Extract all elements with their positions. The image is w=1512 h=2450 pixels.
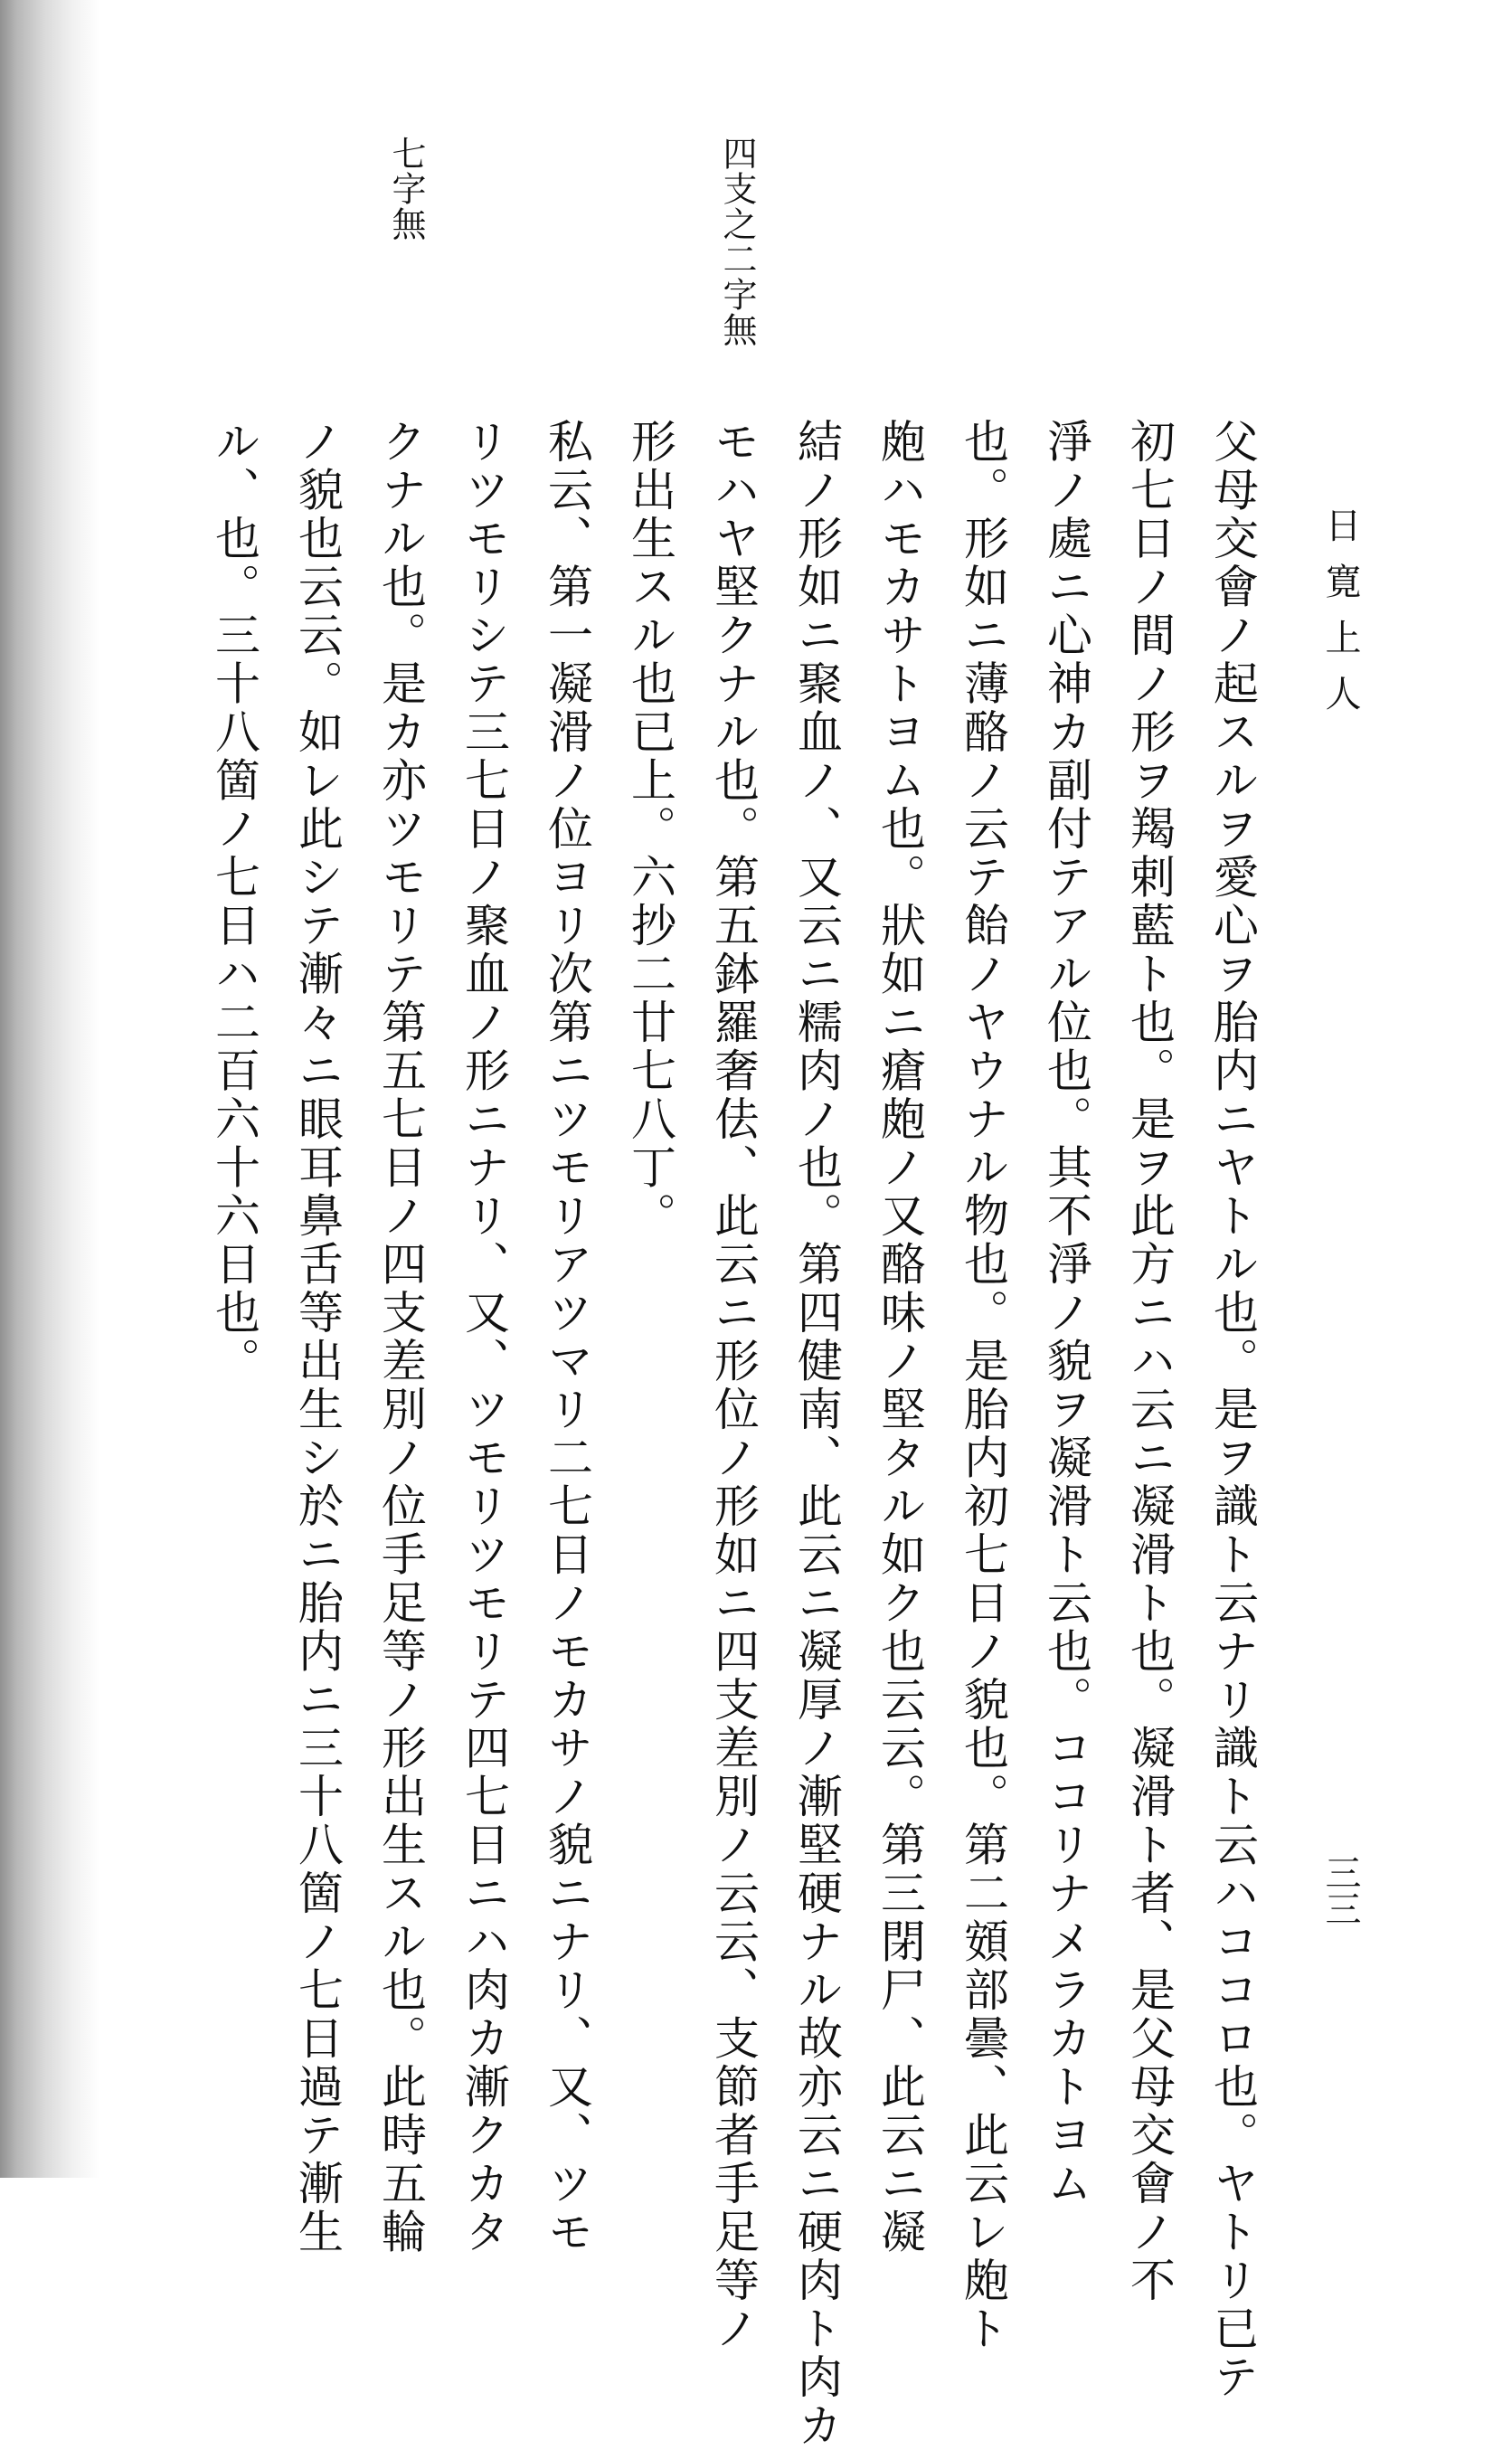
text-line: 形出生スル也已上。六抄二廿七八丁。 — [624, 418, 676, 1241]
text-line: 淨ノ處ニ心神カ副付テアル位也。其不淨ノ貌ヲ凝滑ト云也。ココリナメラカトヨム — [1040, 418, 1092, 2209]
running-header: 日寛上人 — [1319, 506, 1361, 731]
text-line: 皰ハモカサトヨム也。狀如ニ瘡皰ノ又酪味ノ堅タル如ク也云云。第三閉尸、此云ニ凝 — [874, 418, 926, 2256]
page-gutter-shadow — [0, 0, 99, 2178]
text-line: ノ貌也云云。如レ此シテ漸々ニ眼耳鼻舌等出生シ於ニ胎内ニ三十八箇ノ七日過テ漸生 — [291, 418, 344, 2256]
text-line: 初七日ノ間ノ形ヲ羯剌藍ト也。是ヲ此方ニハ云ニ凝滑ト也。凝滑ト者、是父母交會ノ不 — [1123, 418, 1176, 2305]
text-line: リツモリシテ三七日ノ聚血ノ形ニナリ、又、ツモリツモリテ四七日ニハ肉カ漸クカタ — [458, 418, 510, 2256]
margin-note: 七字無 — [386, 136, 426, 241]
text-line: クナル也。是カ亦ツモリテ第五七日ノ四支差別ノ位手足等ノ形出生スル也。此時五輪 — [374, 418, 427, 2256]
text-line: ル、也。三十八箇ノ七日ハ二百六十六日也。 — [208, 418, 260, 1386]
text-line: 也。形如ニ薄酪ノ云テ飴ノヤウナル物也。是胎内初七日ノ貌也。第二頞部曇、此云レ皰ト — [957, 418, 1009, 2353]
text-line: 父母交會ノ起スルヲ愛心ヲ胎内ニヤトル也。是ヲ識ト云ナリ識ト云ハココロ也。ヤトリ已テ — [1206, 418, 1259, 2402]
text-line: 私云、第一凝滑ノ位ヨリ次第ニツモリアツマリ二七日ノモカサノ貌ニナリ、又、ツモ — [541, 418, 593, 2256]
margin-note: 四支之二字無 — [717, 136, 757, 347]
text-line: モハヤ堅クナル也。第五鉢羅奢佉、此云ニ形位ノ形如ニ四支差別ノ云云、支節者手足等ノ — [707, 418, 760, 2353]
text-line: 結ノ形如ニ聚血ノ、又云ニ糯肉ノ也。第四健南、此云ニ凝厚ノ漸堅硬ナル故亦云ニ硬肉ト肉カ — [790, 418, 843, 2450]
page-number: 三三 — [1319, 1854, 1361, 1926]
